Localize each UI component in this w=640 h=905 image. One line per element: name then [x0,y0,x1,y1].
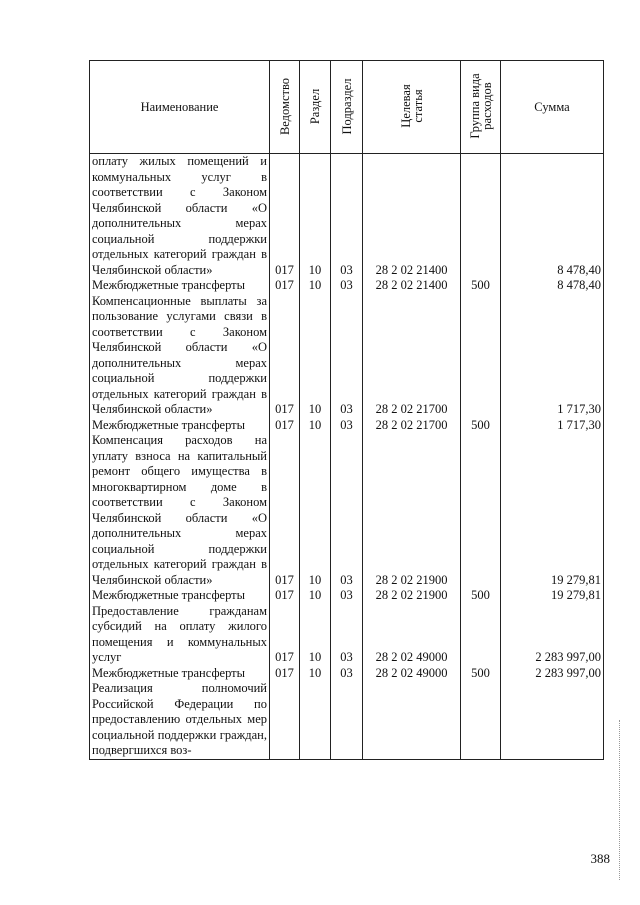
row-target: 28 2 02 21400 [363,278,461,294]
row-sum: 1 717,30 [501,294,604,418]
row-section: 10 [300,294,331,418]
row-name: Межбюджетные трансферты [90,278,270,294]
row-sum: 19 279,81 [501,433,604,588]
row-subsection: 03 [331,294,363,418]
table-row [90,604,604,666]
row-subsection: 03 [331,588,363,604]
row-target: 28 2 02 21900 [363,588,461,604]
header-dept: Ведомство [270,61,300,154]
row-subsection: 03 [331,604,363,666]
table-row [90,433,604,588]
row-name: Компенсация расходов на уплату взноса на капитальный ремонт общего имущества в многоквартирном доме в соответствии с Законом Челябинской области «О дополнительных мерах социальной поддержки отдельных категорий граждан в Челябинской области» [90,433,270,588]
row-group: 500 [461,666,501,682]
header-sum: Сумма [501,61,604,154]
row-sum: 8 478,40 [501,278,604,294]
row-sum [501,681,604,759]
table-row [90,588,604,604]
row-target: 28 2 02 21400 [363,154,461,279]
row-name: Межбюджетные трансферты [90,588,270,604]
row-sum: 8 478,40 [501,154,604,279]
row-target: 28 2 02 21700 [363,418,461,434]
row-subsection: 03 [331,278,363,294]
row-section: 10 [300,604,331,666]
row-section: 10 [300,418,331,434]
row-section: 10 [300,154,331,279]
row-group: 500 [461,418,501,434]
table-row [90,666,604,682]
row-dept: 017 [270,588,300,604]
row-target: 28 2 02 49000 [363,604,461,666]
table-row [90,154,604,279]
row-group [461,604,501,666]
table-row [90,278,604,294]
row-dept: 017 [270,433,300,588]
row-name: Межбюджетные трансферты [90,418,270,434]
row-sum: 2 283 997,00 [501,604,604,666]
row-dept: 017 [270,418,300,434]
row-subsection: 03 [331,433,363,588]
row-group: 500 [461,588,501,604]
row-name: Компенсационные выплаты за пользование услугами связи в соответствии с Законом Челябинской области «О дополнительных мерах социальной поддержки отдельных категорий граждан в Челябинской области» [90,294,270,418]
budget-table [89,60,604,760]
row-dept: 017 [270,604,300,666]
row-group [461,154,501,279]
page-number: 388 [590,851,610,866]
row-section: 10 [300,278,331,294]
row-target [363,681,461,759]
row-group [461,433,501,588]
row-name: оплату жилых помещений и коммунальных услуг в соответствии с Законом Челябинской области «О дополнительных мерах социальной поддержки отдельных категорий граждан в Челябинской области» [90,154,270,279]
table-row [90,418,604,434]
row-group [461,294,501,418]
row-dept: 017 [270,154,300,279]
row-section: 10 [300,666,331,682]
row-name: Предоставление гражданам субсидий на оплату жилого помещения и коммунальных услуг [90,604,270,666]
row-name: Реализация полномочий Российской Федерации по предоставлению отдельных мер социальной поддержки граждан, подвергшихся воз- [90,681,270,759]
header-target: Целевая статья [363,61,461,154]
row-sum: 2 283 997,00 [501,666,604,682]
row-dept: 017 [270,294,300,418]
header-expense-group: Группа вида расходов [461,61,501,154]
row-group: 500 [461,278,501,294]
row-name: Межбюджетные трансферты [90,666,270,682]
row-group [461,681,501,759]
row-subsection: 03 [331,418,363,434]
table-row [90,681,604,759]
table-body [90,154,604,760]
row-target: 28 2 02 21900 [363,433,461,588]
row-dept: 017 [270,278,300,294]
row-dept: 017 [270,666,300,682]
table-row [90,294,604,418]
row-subsection: 03 [331,154,363,279]
header-subsection: Подраздел [331,61,363,154]
row-subsection [331,681,363,759]
row-target: 28 2 02 21700 [363,294,461,418]
row-target: 28 2 02 49000 [363,666,461,682]
header-name: Наименование [90,61,270,154]
row-sum: 19 279,81 [501,588,604,604]
row-section: 10 [300,433,331,588]
header-section: Раздел [300,61,331,154]
page-edge-mark [619,720,621,880]
row-sum: 1 717,30 [501,418,604,434]
row-section [300,681,331,759]
row-subsection: 03 [331,666,363,682]
table-header-row [90,61,604,154]
row-dept [270,681,300,759]
row-section: 10 [300,588,331,604]
